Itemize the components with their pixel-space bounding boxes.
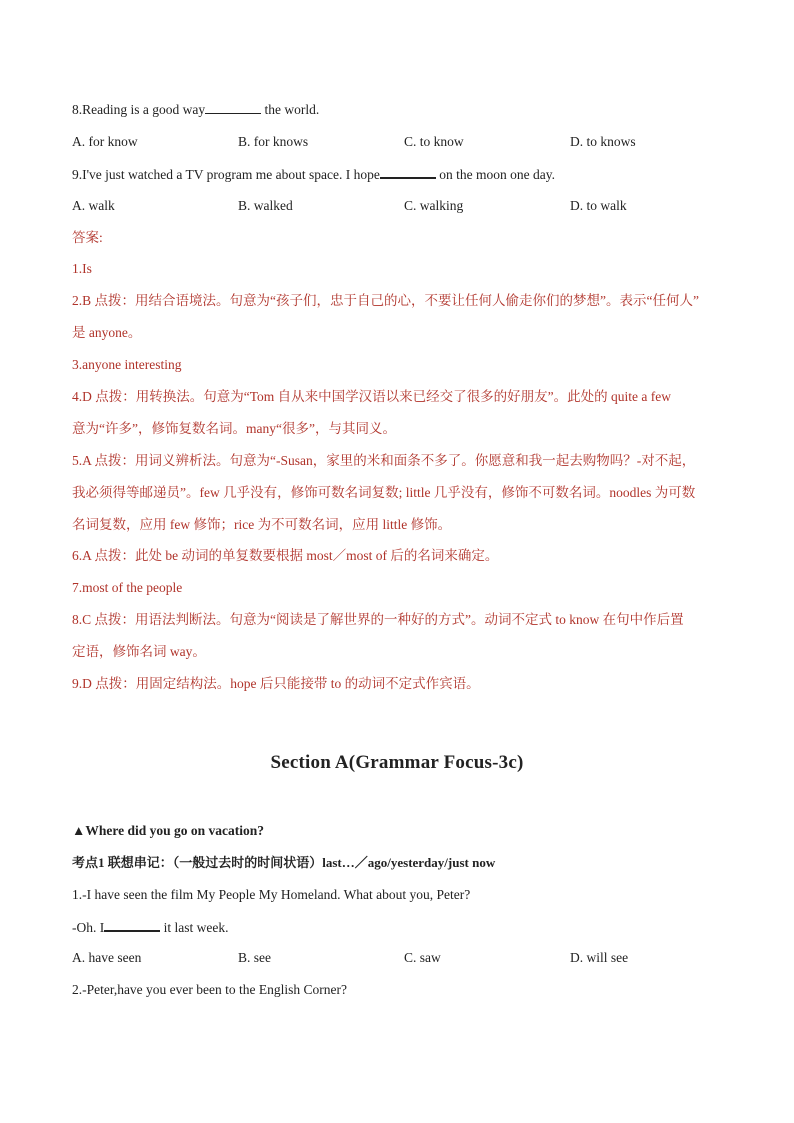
answer-7: 7.most of the people <box>72 580 183 595</box>
answer-3: 3.anyone interesting <box>72 357 182 372</box>
question-8 <box>72 101 319 119</box>
answer-blank <box>205 101 261 114</box>
answer-5: 5.A 点拨：用词义辨析法。句意为“-Susan，家里的米和面条不多了。你愿意和我一起去购物吗？-对不起， <box>72 453 696 468</box>
question-8-stem-end: the world. <box>261 102 320 117</box>
option-a: A. have seen <box>72 950 142 965</box>
answer-1: 1.Is <box>72 261 92 276</box>
option-b: B. walked <box>238 198 293 213</box>
option-d: D. to walk <box>570 198 627 213</box>
answer-8-cont: 定语，修饰名词 way。 <box>72 644 206 659</box>
question-8-stem: 8.Reading is a good way <box>72 102 206 117</box>
answer-4-cont: 意为“许多”，修饰复数名词。many“很多”，与其同义。 <box>72 421 396 436</box>
answer-6: 6.A 点拨：此处 be 动词的单复数要根据 most／most of 后的名词来确定。 <box>72 548 499 563</box>
option-c: C. walking <box>404 198 464 213</box>
option-c: C. to know <box>404 134 464 149</box>
kaodian-heading: 考点1 联想串记：（一般过去时的时间状语）last…／ago/yesterday/just now <box>72 855 496 870</box>
answer-2-cont: 是 anyone。 <box>72 325 142 340</box>
new-question-1-dialog <box>72 918 228 937</box>
answer-5-cont: 我必须得等邮递员”。few 几乎没有，修饰可数名词复数; little 几乎没有，修饰不可数名词。noodles 为可数 <box>72 485 696 500</box>
topic-heading: ▲Where did you go on vacation? <box>72 823 265 838</box>
new-question-1: 1.-I have seen the film My People My Homeland. What about you, Peter? <box>72 887 471 902</box>
answer-blank <box>380 165 436 179</box>
answer-2: 2.B 点拨：用结合语境法。句意为“孩子们，忠于自己的心，不要让任何人偷走你们的梦想”。表示“任何人” <box>72 293 699 308</box>
answer-4: 4.D 点拨：用转换法。句意为“Tom 自从来中国学汉语以来已经交了很多的好朋友”。此处的 quite a few <box>72 389 672 404</box>
new-question-2: 2.-Peter,have you ever been to the English Corner? <box>72 982 347 997</box>
answers-label: 答案: <box>72 230 103 245</box>
option-b: B. for knows <box>238 134 309 149</box>
answer-5-cont-2: 名词复数，应用 few 修饰；rice 为不可数名词，应用 little 修饰。 <box>72 517 452 532</box>
answer-8: 8.C 点拨：用语法判断法。句意为“阅读是了解世界的一种好的方式”。动词不定式 to know 在句中作后置 <box>72 612 684 627</box>
option-d: D. will see <box>570 950 629 965</box>
question-9 <box>72 165 555 184</box>
answer-blank <box>104 918 160 932</box>
section-title: Section A(Grammar Focus-3c) <box>270 752 524 773</box>
option-d: D. to knows <box>570 134 636 149</box>
option-b: B. see <box>238 950 271 965</box>
question-9-stem-end: on the moon one day. <box>435 167 555 182</box>
question-9-stem: 9.I've just watched a TV program me about space. I hope <box>72 167 380 182</box>
answer-9: 9.D 点拨：用固定结构法。hope 后只能接带 to 的动词不定式作宾语。 <box>72 676 480 691</box>
option-a: A. walk <box>72 198 115 213</box>
option-c: C. saw <box>404 950 441 965</box>
dialog-start: -Oh. I <box>72 920 105 935</box>
option-a: A. for know <box>72 134 138 149</box>
dialog-end: it last week. <box>160 920 229 935</box>
